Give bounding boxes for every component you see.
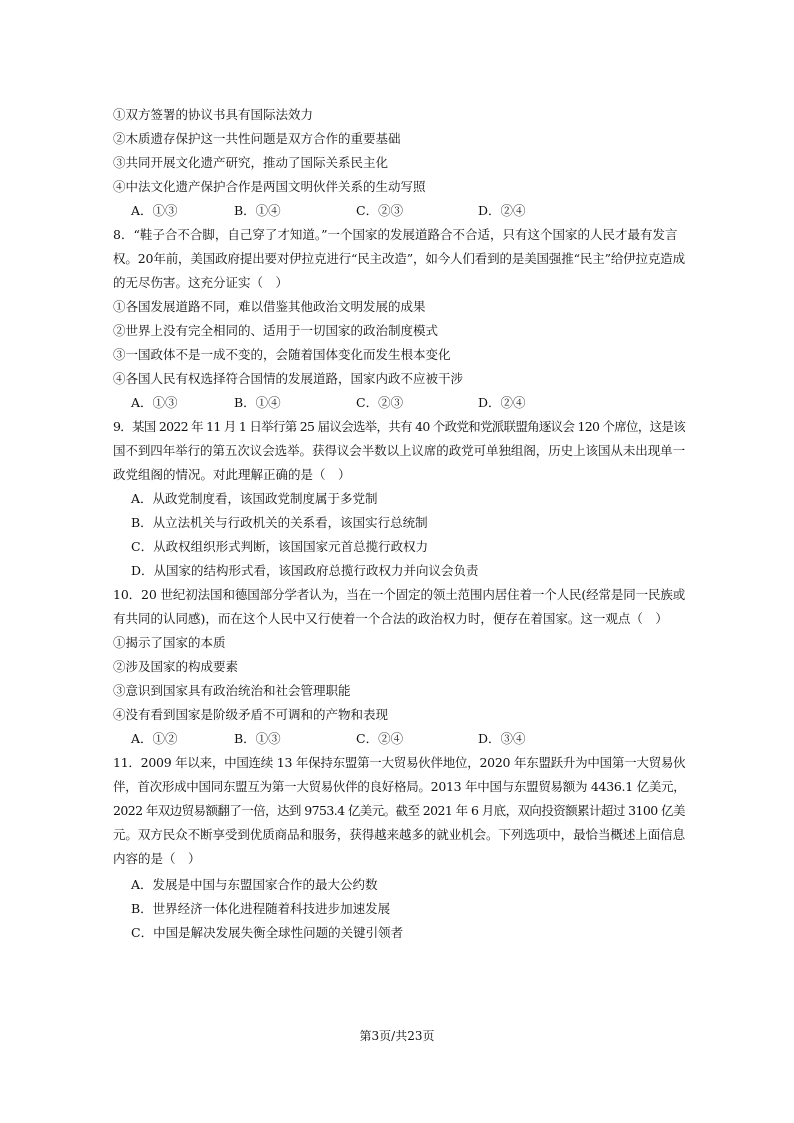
q8-item-1: ①各国发展道路不同，难以借鉴其他政治文明发展的成果	[113, 299, 426, 314]
q8-stem-line-1: 8．“鞋子合不合脚，自己穿了才知道。”一个国家的发展道路合不合适，只有这个国家的人民才最有发言	[113, 227, 678, 242]
q10-item-2: ②涉及国家的构成要素	[113, 659, 239, 674]
q10-option-c: C．②④	[356, 731, 404, 746]
q10-option-d: D．③④	[478, 731, 526, 746]
q9-stem-line-2: 国不到四年举行的第五次议会选举。获得议会半数以上议席的政党可单独组阁，历史上该国从未出现单一	[113, 443, 686, 458]
q8-stem-line-3: 的无尽伤害。这充分证实（ ）	[113, 275, 289, 290]
q8-option-a: A．①③	[131, 395, 178, 410]
q10-item-4: ④没有看到国家是阶级矛盾不可调和的产物和表现	[113, 707, 389, 722]
q7-option-b: B．①④	[234, 203, 281, 218]
q9-choice-d: D．从国家的结构形式看，该国政府总揽行政权力并向议会负责	[131, 563, 479, 578]
q11-choice-b: B．世界经济一体化进程随着科技进步加速发展	[131, 901, 391, 916]
q10-option-b: B．①③	[234, 731, 281, 746]
q10-item-1: ①揭示了国家的本质	[113, 635, 226, 650]
q8-option-c: C．②③	[356, 395, 404, 410]
q10-stem-line-2: 有共同的认同感)，而在这个人民中又行使着一个合法的政治权力时，便存在着国家。这一观点（ ）	[113, 611, 668, 626]
q8-item-2: ②世界上没有完全相同的、适用于一切国家的政治制度模式	[113, 323, 439, 338]
q11-stem-line-5: 内容的是（ ）	[113, 851, 201, 866]
q7-item-4: ④中法文化遗产保护合作是两国文明伙伴关系的生动写照	[113, 179, 426, 194]
q11-stem-line-4: 元。双方民众不断享受到优质商品和服务，获得越来越多的就业机会。下列选项中，最恰当概述上面信息	[113, 827, 686, 842]
q9-stem-line-1: 9．某国 2022 年 11 月 1 日举行第 25 届议会选举，共有 40 个政党和党派联盟角逐议会 120 个席位，这是该	[113, 419, 685, 434]
page-number: 第3页/共23页	[359, 1029, 435, 1043]
q10-option-a: A．①②	[131, 731, 178, 746]
q7-item-2: ②木质遗存保护这一共性问题是双方合作的重要基础	[113, 131, 401, 146]
q11-choice-a: A．发展是中国与东盟国家合作的最大公约数	[131, 877, 378, 892]
q10-stem-line-1: 10．20 世纪初法国和德国部分学者认为，当在一个固定的领土范围内居住着一个人民(经常是同一民族或	[113, 587, 686, 602]
q8-item-3: ③一国政体不是一成不变的，会随着国体变化而发生根本变化	[113, 347, 451, 362]
q9-choice-c: C．从政权组织形式判断，该国国家元首总揽行政权力	[131, 539, 429, 554]
q8-item-4: ④各国人民有权选择符合国情的发展道路，国家内政不应被干涉	[113, 371, 464, 386]
q7-item-3: ③共同开展文化遗产研究，推动了国际关系民主化	[113, 155, 389, 170]
q7-option-a: A．①③	[131, 203, 178, 218]
q7-option-d: D．②④	[478, 203, 526, 218]
q11-stem-line-2: 伴，首次形成中国同东盟互为第一大贸易伙伴的良好格局。2013 年中国与东盟贸易额为 4436.1 亿美元，	[113, 779, 686, 794]
q8-stem-line-2: 权。20年前，美国政府提出要对伊拉克进行“民主改造”，如今人们看到的是美国强推“民主”给伊拉克造成	[113, 251, 685, 266]
q10-item-3: ③意识到国家具有政治统治和社会管理职能	[113, 683, 351, 698]
q9-choice-a: A．从政党制度看，该国政党制度属于多党制	[131, 491, 378, 506]
q11-choice-c: C．中国是解决发展失衡全球性问题的关键引领者	[131, 925, 404, 940]
q7-item-1: ①双方签署的协议书具有国际法效力	[113, 107, 314, 122]
q9-stem-line-3: 政党组阁的情况。对此理解正确的是（ ）	[113, 467, 351, 482]
q9-choice-b: B．从立法机关与行政机关的关系看，该国实行总统制	[131, 515, 428, 530]
q8-option-d: D．②④	[478, 395, 526, 410]
q7-option-c: C．②③	[356, 203, 404, 218]
q11-stem-line-1: 11．2009 年以来，中国连续 13 年保持东盟第一大贸易伙伴地位，2020 年东盟跃升为中国第一大贸易伙	[113, 755, 686, 770]
q11-stem-line-3: 2022 年双边贸易额翻了一倍，达到 9753.4 亿美元。截至 2021 年 6 月底，双向投资额累计超过 3100 亿美	[113, 803, 685, 818]
q8-option-b: B．①④	[234, 395, 281, 410]
